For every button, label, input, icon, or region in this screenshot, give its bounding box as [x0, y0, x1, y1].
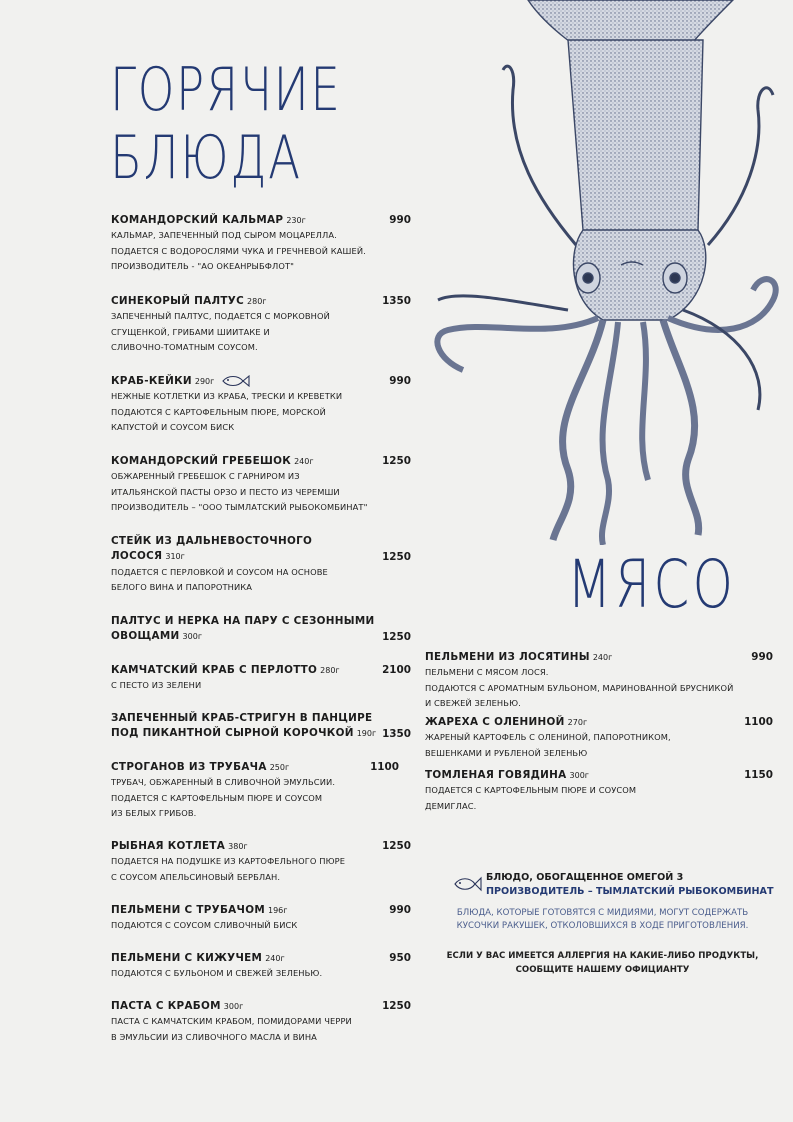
menu-item [111, 614, 411, 645]
omega-note-line-1: БЛЮДО, ОБОГАЩЕННОЕ ОМЕГОЙ 3 [486, 872, 684, 883]
dish-name: СТРОГАНОВ ИЗ ТРУБАЧА [111, 761, 267, 773]
dish-desc-line: ПЕЛЬМЕНИ С МЯСОМ ЛОСЯ. [425, 667, 549, 678]
dish-price: 1100 [744, 716, 773, 728]
squid-illustration [418, 0, 793, 545]
title-line-2: БЛЮДА [110, 123, 302, 193]
dish-name: ПЕЛЬМЕНИ С ТРУБАЧОМ [111, 904, 265, 916]
dish-name: ЖАРЕХА С ОЛЕНИНОЙ [425, 716, 565, 728]
dish-desc-line: КАПУСТОЙ И СОУСОМ БИСК [111, 422, 235, 433]
dish-price: 990 [751, 651, 773, 663]
dish-name: ОВОЩАМИ [111, 630, 180, 643]
mussels-note-line-1: БЛЮДА, КОТОРЫЕ ГОТОВЯТСЯ С МИДИЯМИ, МОГУТ СОДЕРЖАТЬ [456, 908, 749, 918]
dish-weight: 196г [267, 906, 288, 915]
dish-desc-line: ПОДАЕТСЯ С КАРТОФЕЛЬНЫМ ПЮРЕ И СОУСОМ [425, 785, 637, 796]
menu-item [111, 663, 411, 694]
mussels-note [430, 907, 775, 933]
menu-item [111, 294, 411, 356]
allergy-note-line-1: ЕСЛИ У ВАС ИМЕЕТСЯ АЛЛЕРГИЯ НА КАКИЕ-ЛИБО ПРОДУКТЫ, [446, 951, 759, 961]
dish-weight: 240г [592, 653, 613, 662]
hot-dishes-title [110, 55, 367, 196]
dish-price: 990 [389, 904, 411, 916]
dish-weight: 250г [269, 763, 290, 772]
dish-weight: 280г [247, 297, 267, 306]
dish-price: 1100 [370, 761, 399, 773]
dish-name: ТОМЛЕНАЯ ГОВЯДИНА [425, 769, 567, 781]
omega-note-line-2: ПРОИЗВОДИТЕЛЬ – ТЫМЛАТСКИЙ РЫБОКОМБИНАТ [486, 886, 774, 897]
dish-price: 1350 [382, 728, 411, 740]
dish-desc-line: ИТАЛЬЯНСКОЙ ПАСТЫ ОРЗО И ПЕСТО ИЗ ЧЕРЕМШИ [111, 486, 340, 497]
dish-name: ПЕЛЬМЕНИ С КИЖУЧЕМ [111, 952, 263, 964]
dish-weight: 310г [165, 552, 185, 562]
dish-name: РЫБНАЯ КОТЛЕТА [111, 840, 226, 852]
dish-name: СИНЕКОРЫЙ ПАЛТУС [111, 295, 245, 307]
dish-desc-line: ПОДАЕТСЯ С ПЕРЛОВКОЙ И СОУСОМ НА ОСНОВЕ [111, 566, 328, 577]
dish-name: ЗАПЕЧЕННЫЙ КРАБ-СТРИГУН В ПАНЦИРЕ [111, 712, 373, 724]
menu-item [111, 903, 411, 934]
omega-fish-icon [452, 874, 482, 894]
dish-desc-line: ИЗ БЕЛЫХ ГРИБОВ. [111, 808, 197, 819]
menu-item [111, 711, 411, 742]
dish-desc-line: В ЭМУЛЬСИИ ИЗ СЛИВОЧНОГО МАСЛА И ВИНА [111, 1031, 317, 1042]
dish-name: КОМАНДОРСКИЙ КАЛЬМАР [111, 214, 284, 226]
dish-weight: 380г [228, 842, 248, 851]
dish-price: 1250 [382, 551, 411, 563]
dish-price: 2100 [382, 664, 411, 676]
menu-item [111, 213, 411, 275]
allergy-note [430, 949, 775, 977]
dish-desc-line: ПРОИЗВОДИТЕЛЬ - "АО ОКЕАНРЫБФЛОТ" [111, 261, 295, 272]
menu-item [111, 534, 411, 596]
dish-desc-line: ПОДАЮТСЯ С АРОМАТНЫМ БУЛЬОНОМ, МАРИНОВАННОЙ БРУСНИКОЙ [425, 682, 734, 693]
dish-desc-line: ПОДАЮТСЯ С СОУСОМ СЛИВОЧНЫЙ БИСК [111, 920, 298, 931]
dish-name: ПОД ПИКАНТНОЙ СЫРНОЙ КОРОЧКОЙ [111, 727, 354, 740]
allergy-note-line-2: СООБЩИТЕ НАШЕМУ ОФИЦИАНТУ [515, 965, 690, 975]
dish-weight: 240г [265, 954, 285, 963]
dish-name: КОМАНДОРСКИЙ ГРЕБЕШОК [111, 455, 292, 467]
dish-desc-line: ДЕМИГЛАС. [425, 800, 477, 811]
dish-desc-line: ПОДАЕТСЯ С ВОДОРОСЛЯМИ ЧУКА И ГРЕЧНЕВОЙ КАШЕЙ. [111, 245, 366, 256]
mussels-note-line-2: КУСОЧКИ РАКУШЕК, ОТКОЛОВШИХСЯ В ХОДЕ ПРИГОТОВЛЕНИЯ. [456, 921, 749, 931]
title-line-1: ГОРЯЧИЕ [110, 55, 342, 125]
dish-desc-line: ОБЖАРЕННЫЙ ГРЕБЕШОК С ГАРНИРОМ ИЗ [111, 471, 300, 482]
dish-name: ПАСТА С КРАБОМ [111, 1000, 221, 1012]
menu-item [111, 374, 411, 436]
dish-weight: 300г [182, 632, 203, 642]
dish-price: 1150 [744, 769, 773, 781]
dish-desc-line: КАЛЬМАР, ЗАПЕЧЕННЫЙ ПОД СЫРОМ МОЦАРЕЛЛА. [111, 230, 337, 241]
dish-desc-line: ЗАПЕЧЕННЫЙ ПАЛТУС, ПОДАЕТСЯ С МОРКОВНОЙ [111, 311, 330, 322]
menu-item [425, 650, 773, 712]
dish-price: 950 [389, 952, 411, 964]
dish-desc-line: И СВЕЖЕЙ ЗЕЛЕНЬЮ. [425, 698, 521, 709]
dish-price: 990 [389, 214, 411, 226]
dish-price: 1350 [382, 295, 411, 307]
dish-desc-line: ВЕШЕНКАМИ И РУБЛЕНОЙ ЗЕЛЕНЬЮ [425, 747, 588, 758]
dish-desc-line: ПРОИЗВОДИТЕЛЬ – "ООО ТЫМЛАТСКИЙ РЫБОКОМБИНАТ" [111, 502, 368, 513]
dish-name: ПЕЛЬМЕНИ ИЗ ЛОСЯТИНЫ [425, 651, 590, 663]
menu-item [111, 454, 411, 516]
dish-price: 1250 [382, 1000, 411, 1012]
omega-fish-icon [220, 374, 250, 388]
dish-weight: 190г [356, 729, 377, 739]
dish-price: 990 [389, 375, 411, 387]
menu-item [111, 760, 411, 822]
dish-name: КРАБ-КЕЙКИ [111, 375, 192, 387]
dish-desc-line: ТРУБАЧ, ОБЖАРЕННЫЙ В СЛИВОЧНОЙ ЭМУЛЬСИИ. [111, 777, 336, 788]
dish-desc-line: СГУЩЕНКОЙ, ГРИБАМИ ШИИТАКЕ И [111, 326, 270, 337]
dish-desc-line: ПАСТА С КАМЧАТСКИМ КРАБОМ, ПОМИДОРАМИ ЧЕРРИ [111, 1016, 352, 1027]
menu-item [111, 951, 411, 982]
menu-item [425, 715, 773, 761]
menu-item [425, 768, 773, 814]
dish-desc-line: ПОДАЮТСЯ С БУЛЬОНОМ И СВЕЖЕЙ ЗЕЛЕНЬЮ. [111, 968, 323, 979]
dish-desc-line: СЛИВОЧНО-ТОМАТНЫМ СОУСОМ. [111, 342, 258, 353]
dish-price: 1250 [382, 455, 411, 467]
dish-desc-line: ПОДАЮТСЯ С КАРТОФЕЛЬНЫМ ПЮРЕ, МОРСКОЙ [111, 406, 326, 417]
menu-item [111, 999, 411, 1045]
dish-weight: 290г [194, 377, 215, 386]
dish-desc-line: ЖАРЕНЫЙ КАРТОФЕЛЬ С ОЛЕНИНОЙ, ПАПОРОТНИКОМ, [425, 732, 671, 743]
dish-desc-line: ПОДАЕТСЯ НА ПОДУШКЕ ИЗ КАРТОФЕЛЬНОГО ПЮРЕ [111, 856, 346, 867]
dish-name: КАМЧАТСКИЙ КРАБ С ПЕРЛОТТО [111, 664, 318, 676]
dish-name: ЛОСОСЯ [111, 550, 163, 563]
dish-weight: 230г [286, 216, 306, 225]
dish-desc-line: БЕЛОГО ВИНА И ПАПОРОТНИКА [111, 582, 253, 593]
menu-item [111, 839, 411, 885]
dish-desc-line: С СОУСОМ АПЕЛЬСИНОВЫЙ БЕРБЛАН. [111, 871, 281, 882]
meat-title: МЯСО [567, 546, 737, 623]
dish-weight: 240г [294, 457, 314, 466]
dish-weight: 280г [320, 666, 340, 675]
dish-weight: 300г [223, 1002, 244, 1011]
dish-weight: 270г [567, 718, 588, 727]
dish-desc-line: С ПЕСТО ИЗ ЗЕЛЕНИ [111, 680, 202, 691]
dish-name: ПАЛТУС И НЕРКА НА ПАРУ С СЕЗОННЫМИ [111, 615, 375, 627]
dish-desc-line: ПОДАЕТСЯ С КАРТОФЕЛЬНЫМ ПЮРЕ И СОУСОМ [111, 792, 323, 803]
dish-desc-line: НЕЖНЫЕ КОТЛЕТКИ ИЗ КРАБА, ТРЕСКИ И КРЕВЕТКИ [111, 391, 343, 402]
dish-price: 1250 [382, 631, 411, 643]
omega-note [452, 871, 793, 899]
dish-name: СТЕЙК ИЗ ДАЛЬНЕВОСТОЧНОГО [111, 535, 313, 547]
dish-price: 1250 [382, 840, 411, 852]
dish-weight: 300г [569, 771, 589, 780]
